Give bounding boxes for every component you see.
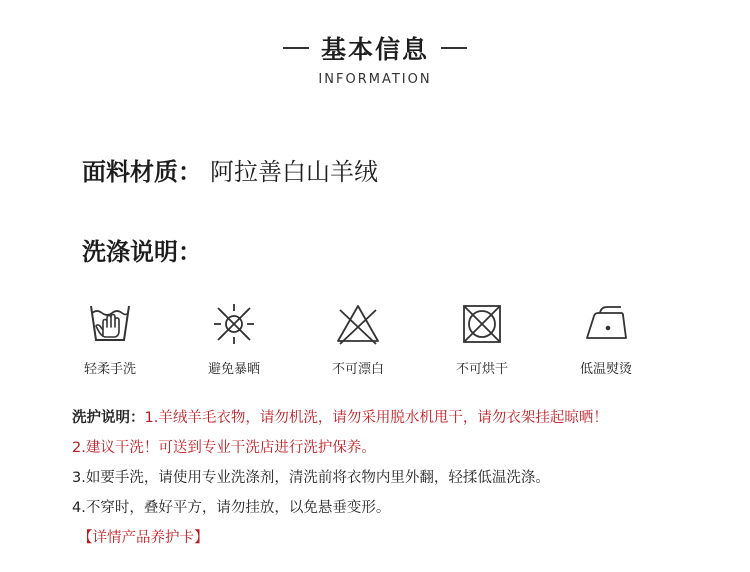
material-value: 阿拉善白山羊绒 xyxy=(210,158,378,186)
no-bleach-icon xyxy=(333,300,383,348)
no-tumble-dry-icon xyxy=(457,300,507,348)
care-label-no-sun: 避免暴晒 xyxy=(207,362,260,377)
note-line-5 xyxy=(72,523,742,553)
care-item-no-bleach xyxy=(296,300,420,377)
note-line-2: 2.建议干洗！可送到专业干洗店进行洗护保养。 xyxy=(72,440,376,456)
wash-heading: 洗涤说明： xyxy=(82,238,202,266)
material-label: 面料材质： xyxy=(82,158,202,186)
care-label-low-iron: 低温熨烫 xyxy=(579,362,632,377)
note-line-1 xyxy=(72,403,742,433)
care-item-hand-wash xyxy=(48,300,172,377)
note-line-3: 3.如要手洗，请使用专业洗涤剂，清洗前将衣物内里外翻，轻揉低温洗涤。 xyxy=(72,470,550,486)
note-label: 洗护说明： xyxy=(72,410,145,426)
care-card-link[interactable]: 【详情产品养护卡】 xyxy=(78,530,209,546)
no-sun-icon xyxy=(209,300,259,348)
title-row xyxy=(0,30,750,66)
title-dash-right xyxy=(441,47,467,49)
care-item-low-iron xyxy=(544,300,668,377)
material-row xyxy=(82,152,378,187)
hand-wash-icon xyxy=(85,300,135,348)
header xyxy=(0,30,750,87)
note-text-1: 1.羊绒羊毛衣物，请勿机洗，请勿采用脱水机甩干，请勿衣架挂起晾晒！ xyxy=(144,410,608,426)
care-item-no-tumble-dry xyxy=(420,300,544,377)
title-dash-left xyxy=(283,47,309,49)
care-notes xyxy=(72,403,742,553)
note-line-4: 4.不穿时，叠好平方，请勿挂放，以免悬垂变形。 xyxy=(72,500,391,516)
care-icons xyxy=(48,300,668,377)
care-label-no-bleach: 不可漂白 xyxy=(331,362,384,377)
care-label-no-tumble-dry: 不可烘干 xyxy=(455,362,508,377)
page-title: 基本信息 xyxy=(320,35,429,64)
page-subtitle: INFORMATION xyxy=(318,72,432,87)
care-item-no-sun xyxy=(172,300,296,377)
low-iron-icon xyxy=(581,300,631,348)
care-label-hand-wash: 轻柔手洗 xyxy=(83,362,136,377)
